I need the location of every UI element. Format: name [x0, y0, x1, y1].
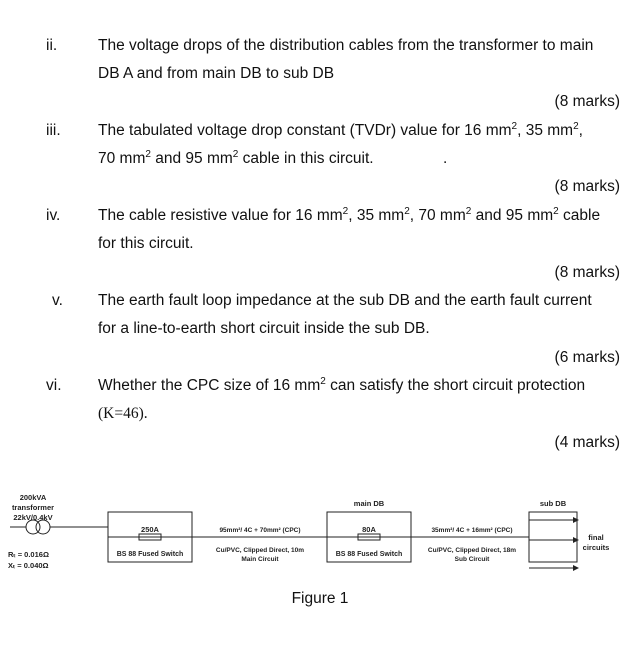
question-text: for a line-to-earth short circuit inside the sub DB. [98, 320, 430, 337]
main-db-label: main DB [353, 499, 385, 508]
sub-cable-desc: Cu/PVC, Clipped Direct, 18m [427, 547, 517, 554]
arrow-head [573, 565, 579, 571]
marks-label: (6 marks) [554, 349, 620, 366]
transformer-rating: 200kVA [19, 493, 47, 502]
question-text: The voltage drops of the distribution cables from the transformer to main [98, 37, 594, 54]
switch-2-rating: 80A [362, 525, 376, 534]
main-cable-spec: 95mm²/ 4C + 70mm² (CPC) [219, 527, 301, 534]
question-text: Whether the CPC size of 16 $mm^2$ can satisfy the short circuit protection [98, 376, 586, 394]
marks-label: (4 marks) [554, 434, 620, 451]
question-text: (K=46). [98, 405, 148, 422]
question-number: v. [52, 292, 63, 309]
marks-label: (8 marks) [554, 178, 620, 195]
transformer-winding-right [36, 520, 50, 534]
question-text: The tabulated voltage drop constant (TVDr) value for 16 $mm^2$, 35 $mm^2$, [98, 121, 583, 139]
arrow-head [573, 517, 579, 523]
final-circuits-label: circuits [582, 543, 610, 552]
question-text: for this circuit. [98, 235, 194, 252]
main-cable-desc: Cu/PVC, Clipped Direct, 10m [215, 547, 305, 554]
marks-label: (8 marks) [554, 264, 620, 281]
question-number: ii. [46, 37, 58, 54]
switch-1-rating: 250A [141, 525, 159, 534]
question-number: vi. [46, 377, 62, 394]
sub-cable-spec: 35mm²/ 4C + 16mm² (CPC) [431, 527, 513, 534]
transformer-voltage: 22kV/0.4kV [13, 513, 53, 522]
question-number: iii. [46, 122, 61, 139]
transformer-reactance: Xₜ = 0.040Ω [8, 561, 49, 570]
figure-caption: Figure 1 [291, 590, 349, 607]
transformer-resistance: Rₜ = 0.016Ω [8, 550, 49, 559]
transformer-label: transformer [11, 503, 55, 512]
question-number: iv. [46, 207, 61, 224]
question-text: The earth fault loop impedance at the sub DB and the earth fault current [98, 292, 592, 309]
question-text: DB A and from main DB to sub DB [98, 65, 335, 82]
final-circuits-label: final [588, 533, 604, 542]
switch-2-label: BS 88 Fused Switch [335, 551, 403, 558]
stray-dot: . [443, 150, 448, 167]
sub-db-label: sub DB [539, 499, 567, 508]
marks-label: (8 marks) [554, 93, 620, 110]
switch-1-label: BS 88 Fused Switch [116, 551, 184, 558]
main-cable-type: Main Circuit [241, 556, 279, 563]
question-text: The cable resistive value for 16 $mm^2$, 35 $mm^2$, 70 $mm^2$ and 95 $mm^2$ cable [98, 206, 601, 224]
sub-cable-type: Sub Circuit [454, 556, 490, 563]
question-text: 70 $mm^2$ and 95 $mm^2$ cable in this circuit. [98, 149, 374, 167]
arrow-head [573, 537, 579, 543]
